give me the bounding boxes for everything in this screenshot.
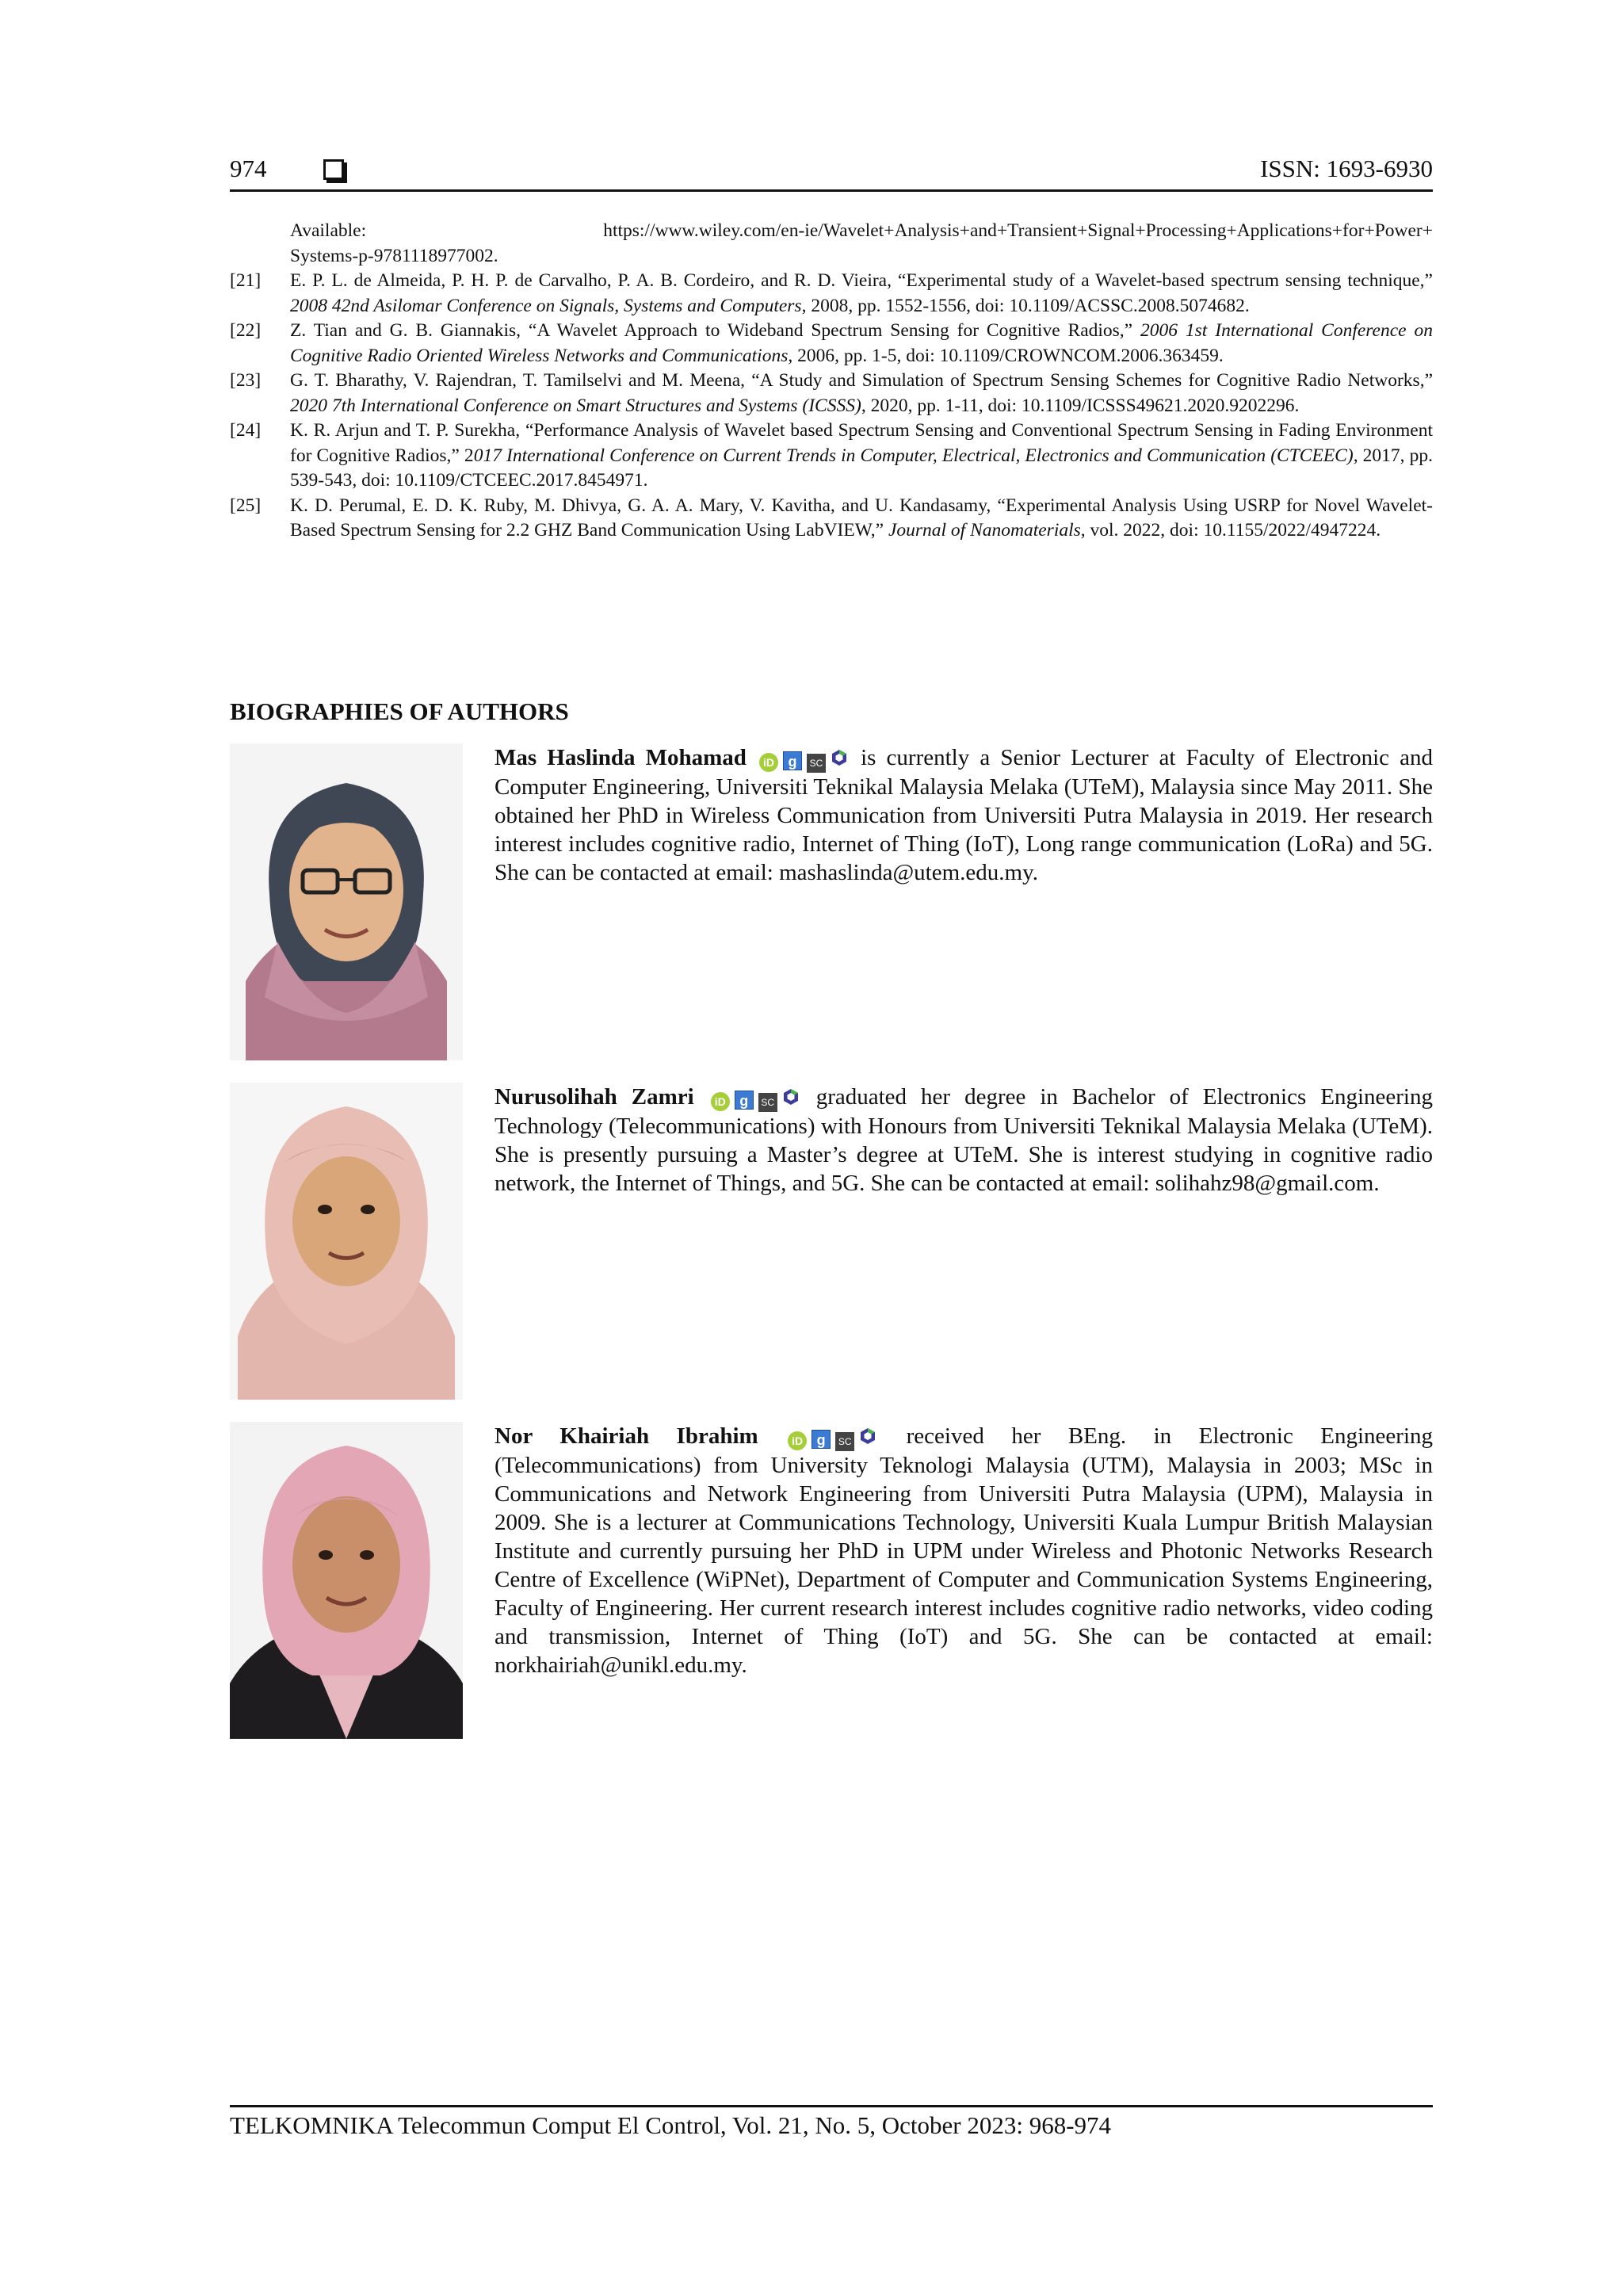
reference-venue: Journal of Nanomaterials bbox=[888, 520, 1081, 541]
reference-text: K. D. Perumal, E. D. K. Ruby, M. Dhivya, G. A. A. Mary, V. Kavitha, and U. Kandasamy, “Experimental Analysis Using USRP for Novel Wavelet-Based Spectrum Sensing for 2.2 GHZ Band Communication Using LabVIEW,” bbox=[290, 495, 1433, 541]
page-header bbox=[230, 155, 1433, 194]
orcid-icon[interactable]: iD bbox=[788, 1431, 807, 1450]
author-name: Nor Khairiah Ibrahim bbox=[495, 1423, 758, 1449]
reference-number: [25] bbox=[230, 495, 262, 516]
reference-number: [23] bbox=[230, 370, 262, 391]
reference-continuation bbox=[230, 219, 1433, 269]
author-photo bbox=[230, 743, 463, 1060]
reference-text: Z. Tian and G. B. Giannakis, “A Wavelet Approach to Wideband Spectrum Sensing for Cognitive Radios,” bbox=[290, 320, 1141, 341]
reference-text: E. P. L. de Almeida, P. H. P. de Carvalho, P. A. B. Cordeiro, and R. D. Vieira, “Experimental study of a Wavelet-based spectrum sensing technique,” bbox=[290, 270, 1433, 291]
publons-icon[interactable] bbox=[782, 1088, 800, 1106]
author-name: Nurusolihah Zamri bbox=[495, 1084, 694, 1110]
author-photo bbox=[230, 1422, 463, 1739]
issn-label: ISSN: 1693-6930 bbox=[1260, 155, 1433, 182]
footer-rule bbox=[230, 2105, 1433, 2107]
reference-text: , vol. 2022, doi: 10.1155/2022/4947224. bbox=[1080, 520, 1381, 541]
google-scholar-icon[interactable]: g bbox=[735, 1091, 754, 1110]
reference-text: K. R. Arjun and T. P. Surekha, “Performance Analysis of Wavelet based Spectrum Sensing and Conventional Spectrum Sensing in Fading Environment for Cognitive Radios,” 2 bbox=[290, 420, 1433, 466]
author-name: Mas Haslinda Mohamad bbox=[495, 745, 747, 770]
reference-text: G. T. Bharathy, V. Rajendran, T. Tamilselvi and M. Meena, “A Study and Simulation of Spectrum Sensing Schemes for Cognitive Radio Networks,” bbox=[290, 370, 1433, 391]
scopus-icon[interactable]: SC bbox=[807, 754, 826, 773]
orcid-icon[interactable]: iD bbox=[711, 1092, 730, 1111]
section-title: BIOGRAPHIES OF AUTHORS bbox=[230, 697, 569, 725]
reference-item bbox=[230, 369, 1433, 418]
reference-text: , 2017, pp. 539-543, doi: 10.1109/CTCEEC.2017.8454971. bbox=[290, 445, 1433, 491]
scopus-icon[interactable]: SC bbox=[758, 1093, 777, 1112]
page-number: 974 bbox=[230, 155, 267, 182]
reference-venue: 2020 7th International Conference on Smart Structures and Systems (ICSSS) bbox=[290, 395, 861, 416]
reference-text: , 2006, pp. 1-5, doi: 10.1109/CROWNCOM.2006.363459. bbox=[788, 345, 1224, 366]
reference-number: [21] bbox=[230, 270, 262, 291]
reference-text: , 2008, pp. 1552-1556, doi: 10.1109/ACSSC.2008.5074682. bbox=[801, 295, 1250, 316]
square-bullet-icon bbox=[323, 159, 344, 180]
biography-body: received her BEng. in Electronic Engineering (Telecommunications) from University Teknologi Malaysia (UTM), Malaysia in 2003; MSc in Communications and Network Engineering from Universiti Putra Malaysia (UPM), Malaysia in 2009. She is a lecturer at Communications Technology, Universiti Kuala Lumpur British Malaysian Institute and currently pursuing her PhD in UPM under Wireless and Photonic Networks Research Centre of Excellence (WiPNet), Department of Computer and Communication Systems Engineering, Faculty of Engineering. Her current research interest includes cognitive radio networks, video coding and transmission, Internet of Thing (IoT) and 5G. She can be contacted at email: norkhairiah@unikl.edu.my. bbox=[495, 1423, 1434, 1678]
author-photo bbox=[230, 1083, 463, 1400]
reference-url-continuation[interactable]: Systems-p-9781118977002. bbox=[290, 245, 498, 266]
biography-text bbox=[495, 1422, 1433, 1679]
reference-venue: 2006 1st International Conference on Cognitive Radio Oriented Wireless Networks and Communications bbox=[290, 320, 1434, 366]
google-scholar-icon[interactable]: g bbox=[783, 751, 802, 770]
reference-venue: 2008 42nd Asilomar Conference on Signals, Systems and Computers bbox=[290, 295, 802, 316]
page-footer: TELKOMNIKA Telecommun Comput El Control, Vol. 21, No. 5, October 2023: 968-974 bbox=[230, 2111, 1112, 2139]
reference-number: [22] bbox=[230, 320, 262, 341]
publons-icon[interactable] bbox=[831, 749, 848, 766]
reference-url[interactable]: https://www.wiley.com/en-ie/Wavelet+Analysis+and+Transient+Signal+Processing+Applications+for+Power+ bbox=[603, 220, 1433, 241]
reference-item bbox=[230, 418, 1433, 494]
google-scholar-icon[interactable]: g bbox=[812, 1430, 831, 1449]
reference-item bbox=[230, 269, 1433, 319]
scopus-icon[interactable]: SC bbox=[835, 1432, 854, 1451]
reference-item bbox=[230, 319, 1433, 369]
reference-item bbox=[230, 494, 1433, 544]
biography-text bbox=[495, 743, 1433, 887]
reference-text: , 2020, pp. 1-11, doi: 10.1109/ICSSS49621.2020.9202296. bbox=[861, 395, 1300, 416]
reference-list bbox=[230, 219, 1433, 544]
reference-number: [24] bbox=[230, 420, 262, 441]
orcid-icon[interactable]: iD bbox=[759, 753, 778, 772]
header-rule bbox=[230, 189, 1433, 192]
biography-body: graduated her degree in Bachelor of Electronics Engineering Technology (Telecommunications) with Honours from Universiti Teknikal Malaysia Melaka (UTeM). She is presently pursuing a Master’s degree at UTeM. She is interest studying in cognitive radio network, the Internet of Things, and 5G. She can be contacted at email: solihahz98@gmail.com. bbox=[495, 1084, 1433, 1196]
available-label: Available: bbox=[290, 220, 367, 241]
publons-icon[interactable] bbox=[859, 1427, 876, 1445]
biography-body: is currently a Senior Lecturer at Faculty of Electronic and Computer Engineering, Universiti Teknikal Malaysia Melaka (UTeM), Malaysia since May 2011. She obtained her PhD in Wireless Communication from Universiti Putra Malaysia in 2019. Her research interest includes cognitive radio, Internet of Thing (IoT), Long range communication (LoRa) and 5G. She can be contacted at email: mashaslinda@utem.edu.my. bbox=[495, 745, 1433, 885]
reference-venue: 017 International Conference on Current Trends in Computer, Electrical, Electronics and Communication (CTCEEC) bbox=[473, 445, 1354, 466]
biography-text bbox=[495, 1083, 1433, 1198]
